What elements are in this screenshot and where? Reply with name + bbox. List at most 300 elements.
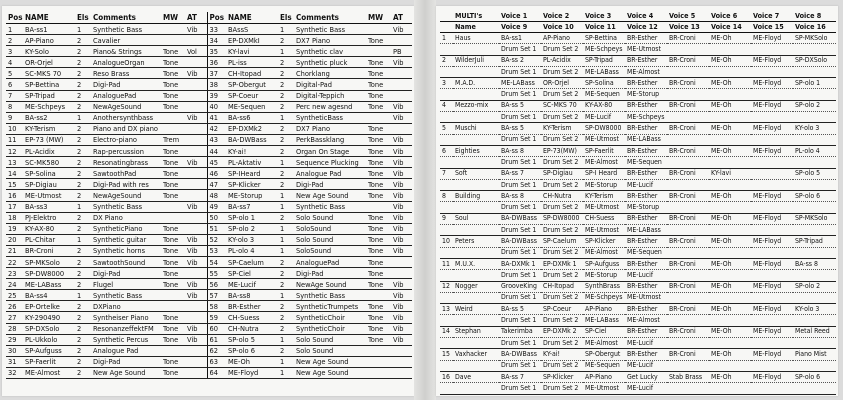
patch-cell: 2	[75, 279, 91, 290]
patch-cell: 1	[278, 223, 294, 234]
voice-cell: ME-Oh	[709, 33, 751, 44]
patch-cell: Vib	[391, 290, 412, 301]
patch-cell: SP-Digiau	[23, 179, 75, 190]
patch-cell: Vib	[391, 112, 412, 123]
patch-cell: BA-DWBass	[226, 134, 278, 145]
patch-cell: Chorklang	[294, 68, 366, 79]
patch-row	[6, 190, 412, 201]
patch-cell: Vib	[391, 168, 412, 179]
voice-cell: ME-Floyd	[751, 371, 793, 382]
voice-cell	[751, 315, 793, 326]
patch-cell: Tone	[366, 312, 391, 323]
patch-cell: 2	[75, 134, 91, 145]
patch-cell	[391, 345, 412, 356]
voice-cell: AP-Piano	[583, 371, 625, 382]
multi-row	[440, 270, 836, 281]
voice-cell: BR-Croni	[667, 191, 709, 202]
patch-cell: KY-ai!	[226, 146, 278, 157]
patch-cell: 1	[278, 356, 294, 367]
voice-cell: ME-Oh	[709, 78, 751, 89]
patch-cell: 2	[75, 334, 91, 345]
patch-cell: 2	[75, 35, 91, 46]
patch-cell: 44	[207, 146, 226, 157]
voice-cell	[793, 247, 836, 258]
voice-cell: CH-Suess	[583, 213, 625, 224]
voice-cell: Piano Mist	[793, 349, 836, 360]
voice-cell: Drum Set 2	[541, 292, 583, 303]
voice-cell: Drum Set 2	[541, 247, 583, 258]
patch-cell: Vib	[185, 157, 207, 168]
patch-cell	[161, 201, 185, 212]
patch-cell: SyntheticChoir	[294, 312, 366, 323]
patch-row	[6, 268, 412, 279]
patch-cell: PL-olo 4	[226, 245, 278, 256]
voice-cell: ME-Oh	[709, 100, 751, 111]
voice-cell: SP-I Heard	[583, 168, 625, 179]
patch-cell: 2	[75, 46, 91, 57]
multi-row	[440, 89, 836, 100]
multi-name	[453, 89, 499, 100]
patch-cell: Tone	[161, 223, 185, 234]
patch-cell: 46	[207, 168, 226, 179]
voice-cell: SC-MKS 70	[541, 100, 583, 111]
patch-cell: 41	[207, 112, 226, 123]
patch-cell: 25	[6, 290, 23, 301]
patch-cell: 2	[278, 179, 294, 190]
patch-cell: Vib	[185, 234, 207, 245]
voice-cell: KY-lavi	[709, 168, 751, 179]
patch-cell: 2	[75, 123, 91, 134]
multi-number	[440, 202, 453, 213]
patch-cell	[185, 345, 207, 356]
voice-cell: ME-Almost	[625, 315, 667, 326]
patch-row	[6, 123, 412, 134]
voice-cell: ME-LABass	[583, 66, 625, 77]
voice-cell: Drum Set 2	[541, 270, 583, 281]
multi-number: 12	[440, 281, 453, 292]
patch-cell: OR-Orjel	[23, 57, 75, 68]
multi-name	[453, 292, 499, 303]
patch-cell: SC-MK580	[23, 157, 75, 168]
patch-row	[6, 367, 412, 378]
patch-cell: 1	[75, 201, 91, 212]
patch-cell: Synthetic Bass	[91, 201, 161, 212]
multi-name	[453, 247, 499, 258]
voice-cell: ME-Storup	[583, 179, 625, 190]
voice-cell: ME-Storup	[625, 89, 667, 100]
patch-cell: 2	[75, 268, 91, 279]
voice-cell: BA-ss 5	[499, 100, 541, 111]
patch-cell: SP-Ciel	[226, 268, 278, 279]
voice-cell	[793, 383, 836, 394]
voice-cell: BR-Croni	[667, 326, 709, 337]
patch-cell: Digi-Pad with res	[91, 179, 161, 190]
patch-cell: BR-Croni	[23, 245, 75, 256]
patch-cell	[185, 134, 207, 145]
multi-name	[453, 112, 499, 123]
voice-cell: ME-Utmost	[625, 44, 667, 55]
patch-cell	[185, 356, 207, 367]
voice-cell: KY-olo 3	[793, 123, 836, 134]
voice-cell: ME-Oh	[709, 213, 751, 224]
voice-cell: Drum Set 2	[541, 315, 583, 326]
voice-cell	[751, 89, 793, 100]
patch-cell: 59	[207, 312, 226, 323]
patch-cell: SP-IHeard	[226, 168, 278, 179]
patch-cell: 2	[278, 312, 294, 323]
patch-cell: KY-lavi	[226, 46, 278, 57]
voice-cell: Drum Set 2	[541, 157, 583, 168]
voice-cell: Drum Set 1	[499, 292, 541, 303]
patch-cell	[366, 24, 391, 35]
patch-cell: SP-Obergut	[226, 79, 278, 90]
patch-cell: 31	[6, 356, 23, 367]
patch-cell: 29	[6, 334, 23, 345]
multi-row	[440, 304, 836, 315]
patch-cell: Tone	[161, 146, 185, 157]
patch-cell: Vib	[185, 201, 207, 212]
patch-cell: PL-iss	[226, 57, 278, 68]
voice-cell: BR-Croni	[667, 349, 709, 360]
patch-cell	[185, 146, 207, 157]
patch-cell: Tone	[161, 168, 185, 179]
patch-cell: PerkBassklang	[294, 134, 366, 145]
multi-row	[440, 225, 836, 236]
patch-cell: Tone	[366, 79, 391, 90]
patch-cell: PJ-Elektro	[23, 212, 75, 223]
patch-cell: Synthetic clav	[294, 46, 366, 57]
patch-cell: Vib	[391, 134, 412, 145]
voice-cell	[667, 338, 709, 349]
multi-row	[440, 157, 836, 168]
patch-cell: ME-Oh	[226, 356, 278, 367]
voice-cell: ME-Oh	[709, 236, 751, 247]
multi-row	[440, 123, 836, 134]
voice-cell: ME-Almost	[583, 247, 625, 258]
voice-cell: BA-ss 5	[499, 304, 541, 315]
voice-cell: Drum Set 2	[541, 112, 583, 123]
patch-cell: 52	[207, 234, 226, 245]
patch-cell: KY-Solo	[23, 46, 75, 57]
voice-cell: ME-Oh	[709, 371, 751, 382]
patch-cell: 36	[207, 57, 226, 68]
voice-cell: BR-Croni	[667, 258, 709, 269]
voice-cell	[751, 338, 793, 349]
patch-cell: 2	[75, 301, 91, 312]
voice-cell: AP-Piano	[541, 33, 583, 44]
patch-cell: Rap-percussion	[91, 146, 161, 157]
patch-cell: Flugel	[91, 279, 161, 290]
patch-cell: 2	[278, 268, 294, 279]
voice-cell	[667, 225, 709, 236]
patch-cell: BA-ss3	[23, 201, 75, 212]
voice-cell: ME-Almost	[583, 338, 625, 349]
voice-cell	[709, 179, 751, 190]
patch-cell: SP-olo 6	[226, 345, 278, 356]
voice-cell: SP-Tripad	[583, 55, 625, 66]
patch-cell: EP-DXMkI	[226, 35, 278, 46]
voice-cell: ME-Lucif	[625, 270, 667, 281]
multi-number: 1	[440, 33, 453, 44]
voice-cell: BR-Croni	[667, 33, 709, 44]
patch-cell: Vib	[391, 212, 412, 223]
voice-cell	[751, 225, 793, 236]
patch-cell: Vib	[185, 279, 207, 290]
voice-cell: ME-Floyd	[751, 100, 793, 111]
multi-number: 15	[440, 349, 453, 360]
patch-cell: Tone	[161, 68, 185, 79]
voice-cell: Drum Set 2	[541, 179, 583, 190]
patch-cell: 1	[278, 290, 294, 301]
multi-table	[440, 10, 836, 395]
patch-row	[6, 57, 412, 68]
voice-cell	[751, 270, 793, 281]
voice-cell	[793, 270, 836, 281]
multi-name	[453, 134, 499, 145]
patch-cell: AnaloguePad	[91, 90, 161, 101]
multi-name: Peters	[453, 236, 499, 247]
patch-cell	[391, 35, 412, 46]
multi-name	[453, 315, 499, 326]
col-header: Voice 14	[709, 21, 751, 33]
patch-cell: 2	[278, 345, 294, 356]
voice-cell: Drum Set 2	[541, 360, 583, 371]
patch-cell: Tone	[366, 35, 391, 46]
multi-number	[440, 315, 453, 326]
patch-cell: 2	[75, 57, 91, 68]
patch-cell: Tone	[366, 190, 391, 201]
col-header-spacer	[440, 10, 453, 21]
patch-cell: 2	[6, 35, 23, 46]
col-header: Voice 1	[499, 10, 541, 21]
patch-cell: Digi-Pad	[294, 179, 366, 190]
patch-cell: Tone	[366, 279, 391, 290]
voice-cell: BA-ss 5	[499, 123, 541, 134]
voice-cell	[793, 112, 836, 123]
patch-row	[6, 290, 412, 301]
multi-row	[440, 112, 836, 123]
patch-cell: 1	[278, 157, 294, 168]
multi-name: Dave	[453, 371, 499, 382]
patch-cell: 39	[207, 90, 226, 101]
patch-cell: 51	[207, 223, 226, 234]
patch-cell	[185, 90, 207, 101]
patch-cell	[161, 24, 185, 35]
voice-cell: Drum Set 1	[499, 202, 541, 213]
patch-cell: Solo Sound	[294, 334, 366, 345]
multi-number	[440, 383, 453, 394]
patch-cell: Vib	[391, 234, 412, 245]
patch-cell: 2	[278, 279, 294, 290]
multi-row	[440, 236, 836, 247]
patch-cell: BA-ss2	[23, 112, 75, 123]
patch-cell	[161, 301, 185, 312]
voice-cell: ME-Floyd	[751, 349, 793, 360]
voice-cell	[751, 360, 793, 371]
patch-cell: SP-Klicker	[226, 179, 278, 190]
patch-cell: Synthetic Bass	[294, 201, 366, 212]
patch-cell: Tone	[366, 234, 391, 245]
patch-cell: Vib	[391, 301, 412, 312]
patch-cell: Vib	[391, 334, 412, 345]
voice-cell: ME-Sequen	[625, 247, 667, 258]
multi-number: 14	[440, 326, 453, 337]
patch-cell	[185, 168, 207, 179]
voice-cell: Drum Set 1	[499, 89, 541, 100]
patch-table	[6, 12, 412, 379]
multi-number: 9	[440, 213, 453, 224]
patch-cell: PL-Aktativ	[226, 157, 278, 168]
voice-cell: BR-Croni	[667, 100, 709, 111]
patch-row	[6, 179, 412, 190]
patch-row	[6, 168, 412, 179]
voice-cell	[751, 383, 793, 394]
patch-cell: Vib	[391, 279, 412, 290]
col-header: Voice 9	[499, 21, 541, 33]
patch-cell	[185, 223, 207, 234]
col-header: Els	[75, 12, 91, 24]
patch-cell: Organ On Stage	[294, 146, 366, 157]
patch-cell: 2	[75, 168, 91, 179]
patch-cell: BA-ss7	[226, 201, 278, 212]
voice-cell: KY-Terism	[541, 123, 583, 134]
patch-cell: Tone	[161, 179, 185, 190]
patch-cell: BA-ss4	[23, 290, 75, 301]
voice-cell: Drum Set 2	[541, 338, 583, 349]
patch-cell: Synthetic Bass	[294, 290, 366, 301]
voice-cell	[751, 66, 793, 77]
patch-row	[6, 68, 412, 79]
multi-row	[440, 168, 836, 179]
multi-number: 3	[440, 78, 453, 89]
patch-cell	[185, 179, 207, 190]
col-header: Voice 16	[793, 21, 836, 33]
voice-cell: PL-Acidix	[541, 55, 583, 66]
patch-cell: ResonanzeffektFM	[91, 323, 161, 334]
patch-cell: BR-Esther	[226, 301, 278, 312]
multi-row	[440, 292, 836, 303]
voice-cell: SP-Bettina	[583, 33, 625, 44]
patch-row	[6, 35, 412, 46]
patch-cell: Vib	[391, 323, 412, 334]
patch-cell: PL-Chitar	[23, 234, 75, 245]
patch-cell	[185, 367, 207, 378]
patch-cell: Vib	[185, 24, 207, 35]
voice-cell	[751, 134, 793, 145]
voice-cell	[667, 134, 709, 145]
patch-cell: 8	[6, 101, 23, 112]
patch-cell: Tone	[161, 356, 185, 367]
voice-cell: Drum Set 1	[499, 134, 541, 145]
patch-cell: Electro-piano	[91, 134, 161, 145]
multi-name: Muschi	[453, 123, 499, 134]
patch-cell: 2	[75, 245, 91, 256]
patch-cell: Vib	[391, 24, 412, 35]
multi-number: 6	[440, 145, 453, 156]
voice-cell: ME-Utmost	[583, 225, 625, 236]
multi-name: Building	[453, 191, 499, 202]
patch-cell: 1	[278, 201, 294, 212]
patch-cell: KY-AX-80	[23, 223, 75, 234]
multi-number	[440, 292, 453, 303]
voice-cell: ME-Floyd	[751, 304, 793, 315]
col-header: Voice 4	[625, 10, 667, 21]
multi-number	[440, 89, 453, 100]
patch-row	[6, 323, 412, 334]
multi-name	[453, 66, 499, 77]
patch-cell	[185, 35, 207, 46]
voice-cell: OR-Orjel	[541, 78, 583, 89]
voice-cell: ME-Almost	[583, 157, 625, 168]
voice-cell: Drum Set 1	[499, 157, 541, 168]
voice-cell: SP-Caelum	[541, 236, 583, 247]
voice-cell: BA-DWBass	[499, 213, 541, 224]
patch-cell: 57	[207, 290, 226, 301]
patch-cell: Analogue Pad	[294, 168, 366, 179]
voice-cell: SP-olo 2	[793, 281, 836, 292]
patch-cell: 54	[207, 256, 226, 267]
patch-cell	[161, 112, 185, 123]
voice-cell: SP-Faerlit	[583, 145, 625, 156]
voice-cell	[751, 157, 793, 168]
voice-cell	[667, 157, 709, 168]
patch-cell: Vib	[391, 101, 412, 112]
multi-number: 4	[440, 100, 453, 111]
patch-cell: New Age Sound	[91, 367, 161, 378]
multi-name	[453, 44, 499, 55]
multi-name	[453, 157, 499, 168]
patch-cell: SP-DW8000	[23, 268, 75, 279]
patch-cell: Tone	[161, 101, 185, 112]
voice-cell	[667, 202, 709, 213]
voice-cell: BR-Croni	[667, 213, 709, 224]
voice-cell: BR-Esther	[625, 258, 667, 269]
multi-row	[440, 281, 836, 292]
patch-row	[6, 301, 412, 312]
voice-cell	[709, 134, 751, 145]
multi-row	[440, 179, 836, 190]
voice-cell	[793, 202, 836, 213]
voice-cell: EP-73(MW)	[541, 145, 583, 156]
voice-cell: KY-AX-80	[583, 100, 625, 111]
patch-row	[6, 345, 412, 356]
voice-cell: BA-ss 7	[499, 168, 541, 179]
multi-name	[453, 270, 499, 281]
patch-cell: 60	[207, 323, 226, 334]
voice-cell: ME-Sequen	[625, 157, 667, 168]
voice-cell: ME-Floyd	[751, 145, 793, 156]
patch-cell: Digi-Pad	[91, 356, 161, 367]
patch-row	[6, 146, 412, 157]
patch-cell: 2	[278, 35, 294, 46]
patch-cell: 50	[207, 212, 226, 223]
patch-row	[6, 334, 412, 345]
voice-cell: GrooveKing	[499, 281, 541, 292]
voice-cell: BA-ss 8	[499, 191, 541, 202]
patch-cell: 10	[6, 123, 23, 134]
patch-cell: EP-DXMk2	[226, 123, 278, 134]
patch-cell	[366, 367, 391, 378]
patch-cell: 12	[6, 146, 23, 157]
voice-cell: ME-Oh	[709, 281, 751, 292]
patch-cell: SP-Aufguss	[23, 345, 75, 356]
patch-cell	[185, 190, 207, 201]
patch-cell: 23	[6, 268, 23, 279]
voice-cell: Drum Set 1	[499, 315, 541, 326]
col-header: Voice 6	[709, 10, 751, 21]
patch-cell: 33	[207, 24, 226, 35]
voice-cell: Drum Set 1	[499, 338, 541, 349]
